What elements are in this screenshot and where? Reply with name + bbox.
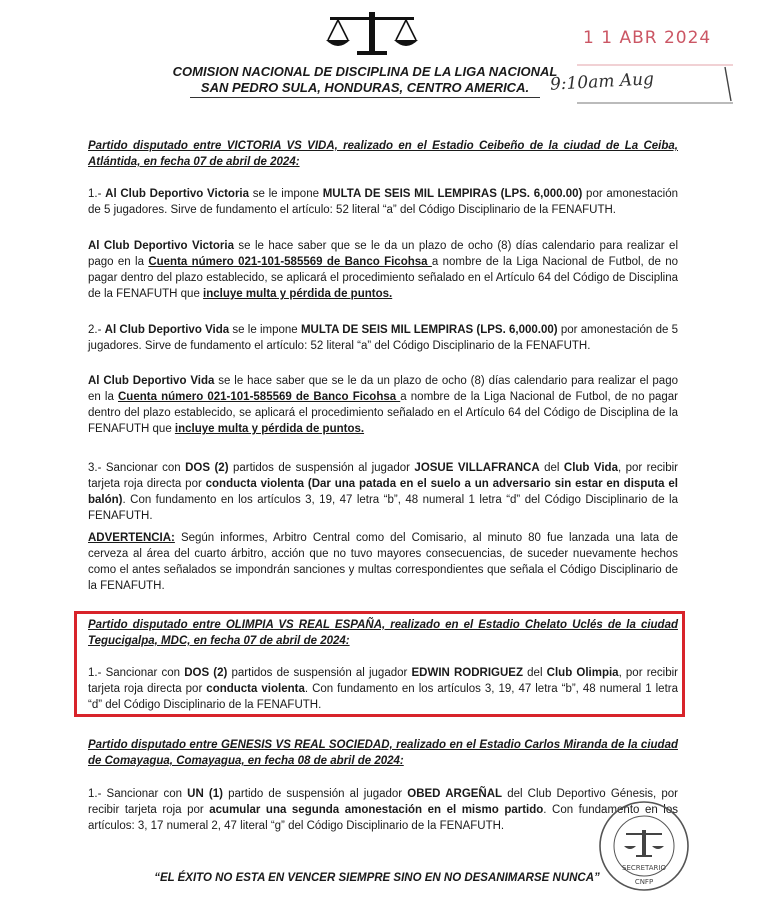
reception-stamp-date: 1 1 ABR 2024	[583, 28, 712, 48]
org-name-line1: COMISION NACIONAL DE DISCIPLINA DE LA LIGA NACIONAL	[172, 64, 558, 79]
match-header-genesis-real-sociedad: Partido disputado entre GENESIS VS REAL SOCIEDAD, realizado en el Estadio Carlos Miranda de la ciudad de Comayagua, Comayagua, en fecha 08 de abril de 2024:	[88, 739, 678, 767]
match-header-victoria-vida: Partido disputado entre VICTORIA VS VIDA, realizado en el Estadio Ceibeño de la ciudad de La Ceiba, Atlántida, en fecha 07 de abril de 2024:	[88, 140, 678, 168]
sanction-item-genesis: 1.- Sancionar con UN (1) partido de suspensión al jugador OBED ARGEÑAL del Club Deportivo Génesis, por recibir tarjeta roja por acumular una segunda amonestación en el mismo partido. Con fundamento en los artículos: 3, 17 numeral 2, 47 literal “g” del Código Disciplinario de la FENAFUTH.	[88, 788, 678, 832]
seal-cnd-text: CNFP	[634, 878, 654, 886]
sanction-item-3: 3.- Sancionar con DOS (2) partidos de suspensión al jugador JOSUE VILLAFRANCA del Club Vida, por recibir tarjeta roja directa por conducta violenta (Dar una patada en el suelo a un adversario sin estar en disputa el balón). Con fundamento en los artículos 3, 19, 47 letra “b”, 48 numeral 1 letra “d” del Código Disciplinario de la FENAFUTH.	[88, 462, 678, 522]
handwritten-time-note: 9:10am Aug	[549, 69, 655, 95]
sanction-item-1-payment: Al Club Deportivo Victoria se le hace saber que se le da un plazo de ocho (8) días calendario para realizar el pago en la Cuenta número 021-101-585569 de Banco Ficohsa a nombre de la Liga Nacional de Futbol, de no pagar dentro del plazo establecido, se aplicará el procedimiento señalado en el Artículo 64 del Código de Disciplina de la FENAFUTH que incluye multa y pérdida de puntos.	[88, 240, 678, 300]
sanction-item-olimpia: 1.- Sancionar con DOS (2) partidos de suspensión al jugador EDWIN RODRIGUEZ del Club Olimpia, por recibir tarjeta roja directa por conducta violenta. Con fundamento en los artículos 3, 19, 47 letra “b”, 48 numeral 1 letra “d” del Código Disciplinario de la FENAFUTH.	[88, 667, 679, 711]
footer-motto: “EL ÉXITO NO ESTA EN VENCER SIEMPRE SINO EN NO DESANIMARSE NUNCA”	[154, 872, 600, 884]
seal-secretario-text: SECRETARIO	[622, 864, 666, 872]
org-name-line2: SAN PEDRO SULA, HONDURAS, CENTRO AMERICA.	[200, 80, 530, 95]
sanction-item-2: 2.- Al Club Deportivo Vida se le impone MULTA DE SEIS MIL LEMPIRAS (LPS. 6,000.00) por amonestación de 5 jugadores. Sirve de fundamento el artículo: 52 literal “a” del Código Disciplinario de la FENAFUTH.	[88, 324, 678, 352]
header-divider	[190, 97, 540, 98]
sanction-item-2-payment: Al Club Deportivo Vida se le hace saber que se le da un plazo de ocho (8) días calendario para realizar el pago en la Cuenta número 021-101-585569 de Banco Ficohsa a nombre de la Liga Nacional de Futbol, de no pagar dentro del plazo establecido, se aplicará el procedimiento señalado en el Artículo 64 del Código de Disciplina de la FENAFUTH que incluye multa y pérdida de puntos.	[88, 375, 678, 435]
warning-paragraph: ADVERTENCIA: Según informes, Arbitro Central como del Comisario, al minuto 80 fue lanzada una lata de cerveza al área del cuarto árbitro, acción que no tuvo mayores consecuencias, de suceder nuevamente hechos como el antes señalados se impondrán sanciones y multas correspondientes que señala el Código Disciplinario de la FENAFUTH.	[88, 532, 678, 592]
scales-of-justice-icon	[322, 10, 422, 56]
sanction-item-1: 1.- Al Club Deportivo Victoria se le impone MULTA DE SEIS MIL LEMPIRAS (LPS. 6,000.00) por amonestación de 5 jugadores. Sirve de fundamento el artículo: 52 literal “a” del Código Disciplinario de la FENAFUTH.	[88, 188, 678, 216]
match-header-olimpia-real-espana: Partido disputado entre OLIMPIA VS REAL ESPAÑA, realizado en el Estadio Chelato Uclés de la ciudad Tegucigalpa, MDC, en fecha 07 de abril de 2024:	[88, 619, 678, 647]
